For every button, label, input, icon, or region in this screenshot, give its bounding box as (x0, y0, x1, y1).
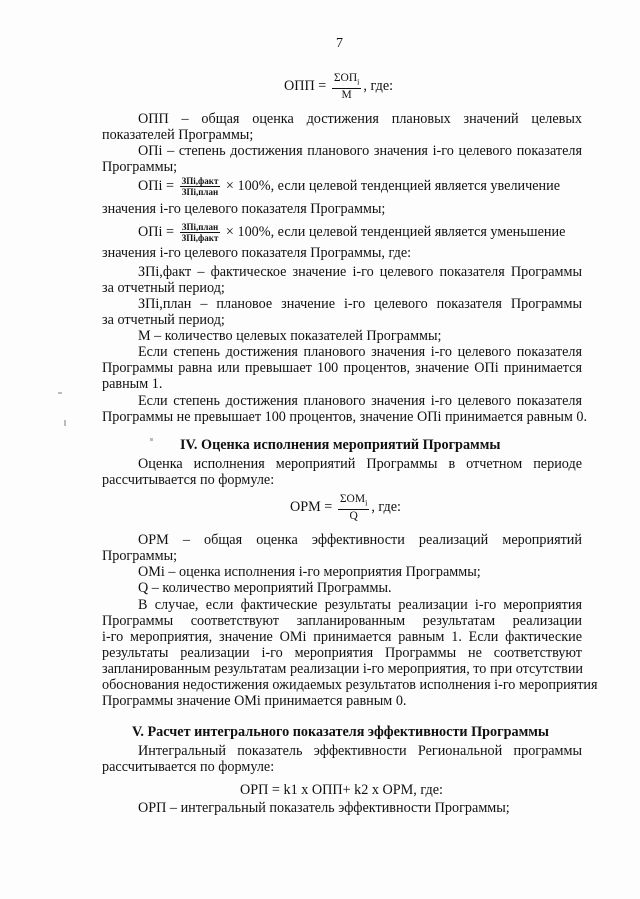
formula-orm (290, 493, 401, 522)
op-definition-line2: Программы; (102, 159, 178, 175)
formula-fraction: $\frac{\Sigma ОП_i}{M}$ (333, 72, 360, 102)
page-number: 7 (336, 36, 343, 51)
op-definition-line1: ОПi – степень достижения планового значения i-го целевого показателя (138, 143, 582, 159)
formula-fraction: $\frac{\text{ЗПi,факт}}{\text{ЗПi,план}}$ (181, 176, 219, 197)
formula-opp (284, 72, 393, 101)
section-iv-intro-line1: Оценка исполнения мероприятий Программы в отчетном периоде (138, 456, 582, 472)
scan-speck (58, 392, 62, 394)
scan-speck (150, 438, 153, 441)
zp-plan-line2: за отчетный период; (102, 312, 225, 328)
opp-definition-line2: показателей Программы; (102, 127, 254, 143)
rule1-line3: равным 1. (102, 376, 163, 392)
rule2-line2: Программы не превышает 100 процентов, значение ОПi принимается равным 0. (102, 409, 588, 425)
rule2-line1: Если степень достижения планового значения i-го целевого показателя (138, 393, 582, 409)
zp-fact-line1: ЗПi,факт – фактическое значение i-го целевого показателя Программы (138, 264, 582, 280)
case-line7: Программы значение ОМi принимается равным 0. (102, 693, 407, 709)
om-definition: ОМi – оценка исполнения i-го мероприятия Программы; (138, 564, 481, 580)
case-line4: результаты реализации i-го мероприятия Программы не соответствуют (102, 645, 582, 661)
section-v-heading: V. Расчет интегрального показателя эффективности Программы (132, 724, 549, 740)
orm-definition-line2: Программы; (102, 548, 178, 564)
section-iv-intro-line2: рассчитывается по формуле: (102, 472, 275, 488)
formula-lhs: ОПП = (284, 77, 327, 94)
section-v-intro-line2: рассчитывается по формуле: (102, 759, 275, 775)
section-v-intro-line1: Интегральный показатель эффективности Региональной программы (138, 743, 582, 759)
case-line6: обоснования недостижения ожидаемых результатов исполнения i-го мероприятия (102, 677, 598, 693)
formula-op-decrease: ОПi = $\frac{\text{ЗПi,план}}{\text{ЗПi,факт}}$ × 100%, если целевой тенденцией является уменьшение (138, 222, 566, 243)
rule1-line1: Если степень достижения планового значения i-го целевого показателя (138, 344, 582, 360)
formula-op-decrease-cont: значения i-го целевого показателя Программы, где: (102, 245, 412, 261)
formula-tail: , где: (363, 77, 394, 94)
case-line5: запланированным результатам реализации i-го мероприятия, то при отсутствии (102, 661, 584, 677)
zp-plan-line1: ЗПi,план – плановое значение i-го целевого показателя Программы (138, 296, 582, 312)
formula-op-increase: ОПi = $\frac{\text{ЗПi,факт}}{\text{ЗПi,план}}$ × 100%, если целевой тенденцией является увеличение (138, 176, 561, 197)
zp-fact-line2: за отчетный период; (102, 280, 225, 296)
formula-op-increase-cont: значения i-го целевого показателя Программы; (102, 201, 386, 217)
formula-fraction: $\frac{\Sigma ОМ_i}{Q}$ (339, 493, 368, 523)
formula-lhs: ОРМ = (290, 498, 333, 515)
formula-tail: , где: (371, 498, 401, 515)
q-definition: Q – количество мероприятий Программы. (138, 580, 392, 596)
section-iv-heading: IV. Оценка исполнения мероприятий Программы (180, 437, 501, 453)
scan-speck (64, 420, 66, 426)
orp-definition: ОРП – интегральный показатель эффективности Программы; (138, 800, 510, 816)
case-line3: i-го мероприятия, значение ОМi принимается равным 1. Если фактические (102, 629, 582, 645)
case-line2: Программы соответствуют запланированным результатам реализации (102, 613, 582, 629)
rule1-line2: Программы равна или превышает 100 процентов, значение ОПi принимается (102, 360, 582, 376)
formula-orp: ОРП = k1 x ОПП+ k2 x ОРМ, где: (240, 782, 443, 798)
case-line1: В случае, если фактические результаты реализации i-го мероприятия (138, 597, 582, 613)
opp-definition-line1: ОПП – общая оценка достижения плановых значений целевых (138, 111, 582, 127)
m-definition: М – количество целевых показателей Программы; (138, 328, 442, 344)
formula-fraction: $\frac{\text{ЗПi,план}}{\text{ЗПi,факт}}$ (181, 222, 219, 243)
orm-definition-line1: ОРМ – общая оценка эффективности реализаций мероприятий (138, 532, 582, 548)
